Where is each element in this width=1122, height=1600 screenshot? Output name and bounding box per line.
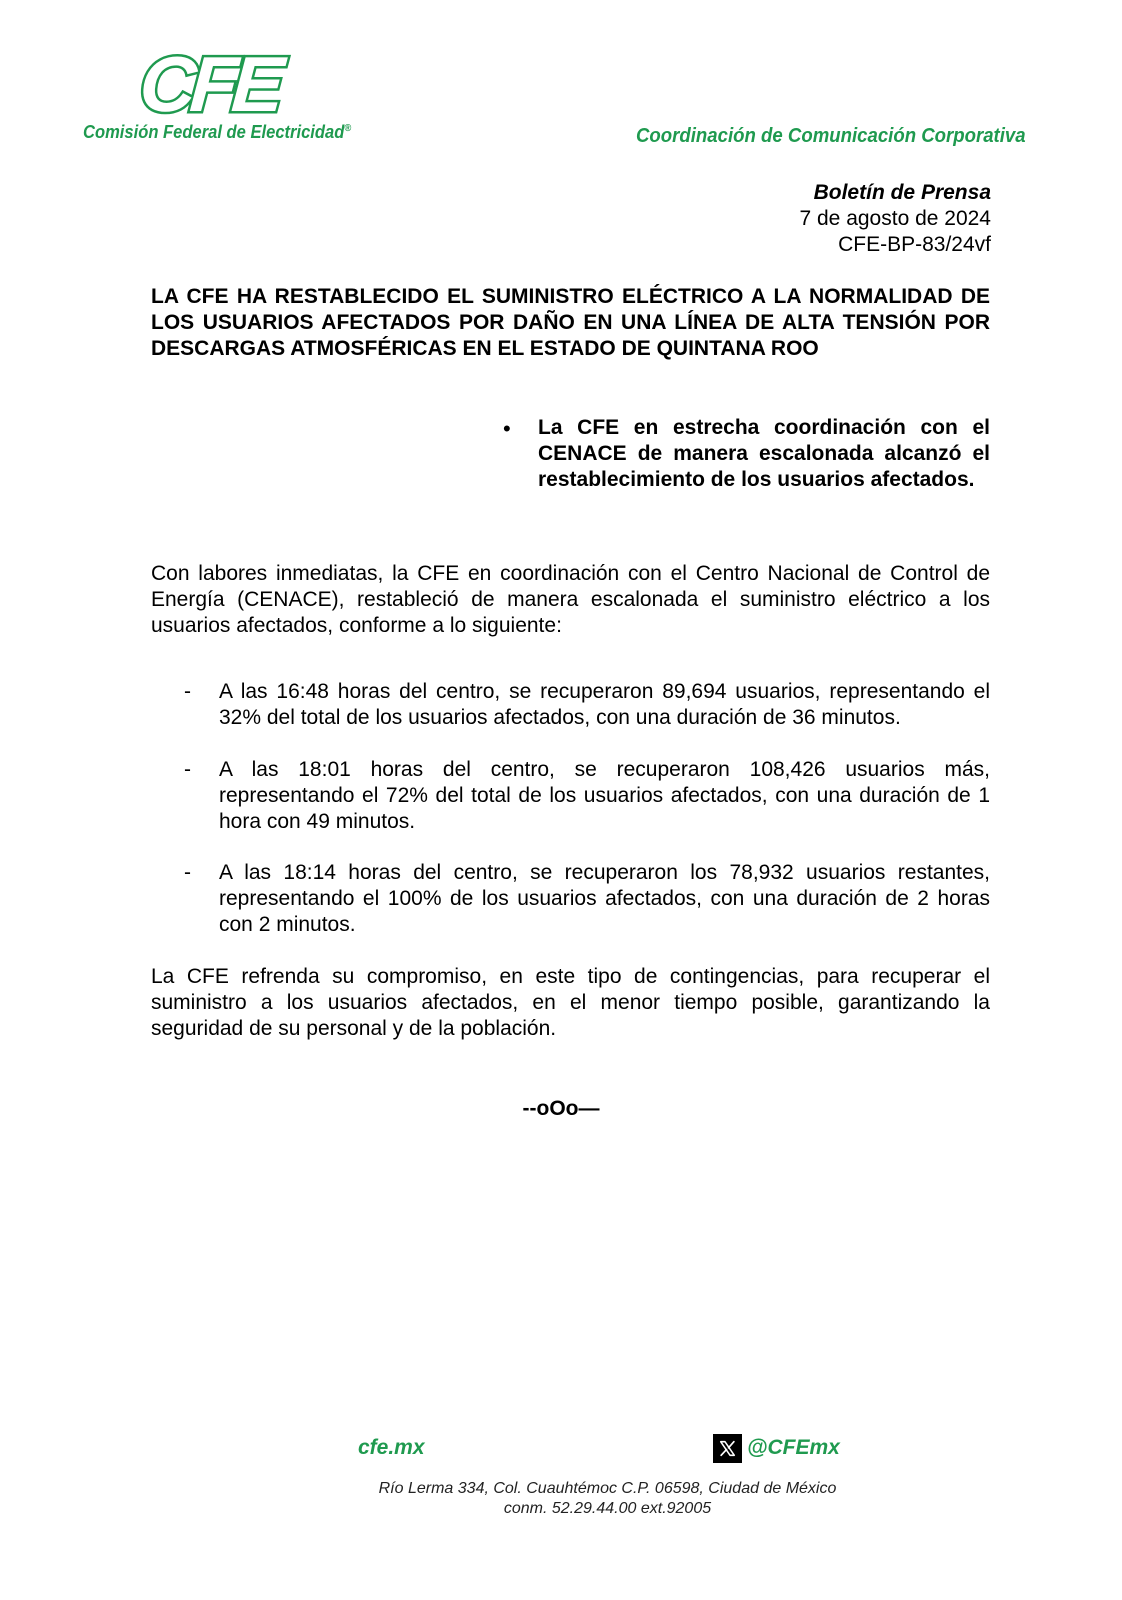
- intro-paragraph: Con labores inmediatas, la CFE en coordinación con el Centro Nacional de Control de Energía (CENACE), restableció de manera escalonada el suministro eléctrico a los usuarios afectados, conforme a lo siguiente:: [151, 562, 990, 637]
- website-link[interactable]: cfe.mx: [358, 1436, 425, 1459]
- x-logo-glyph: [719, 1440, 736, 1457]
- footer-address: [0, 1479, 1122, 1519]
- headline: LA CFE HA RESTABLECIDO EL SUMINISTRO ELÉCTRICO A LA NORMALIDAD DE LOS USUARIOS AFECTADOS POR DAÑO EN UNA LÍNEA DE ALTA TENSIÓN POR DESCARGAS ATMOSFÉRICAS EN EL ESTADO DE QUINTANA ROO: [151, 285, 990, 360]
- x-logo-icon: [713, 1434, 742, 1463]
- department-name: Coordinación de Comunicación Corporativa: [636, 125, 1026, 147]
- registered-mark: ®: [344, 123, 352, 134]
- list-marker: -: [184, 680, 191, 703]
- end-mark: --oOo—: [522, 1097, 600, 1120]
- logo-subtitle: [83, 122, 351, 143]
- bulletin-type: Boletín de Prensa: [813, 181, 991, 204]
- bulletin-code: CFE-BP-83/24vf: [838, 233, 991, 256]
- highlight-bullet: •: [503, 416, 511, 441]
- highlight-text: La CFE en estrecha coordinación con el CENACE de manera escalonada alcanzó el restablecimiento de los usuarios afectados.: [538, 416, 990, 491]
- list-item: A las 18:01 horas del centro, se recuperaron 108,426 usuarios más, representando el 72% del total de los usuarios afectados, con una duración de 1 hora con 49 minutos.: [219, 758, 990, 833]
- list-marker: -: [184, 758, 191, 781]
- list-item: A las 18:14 horas del centro, se recuperaron los 78,932 usuarios restantes, representando el 100% de los usuarios afectados, con una duración de 2 horas con 2 minutos.: [219, 861, 990, 936]
- closing-paragraph: La CFE refrenda su compromiso, en este tipo de contingencias, para recuperar el suministro a los usuarios afectados, en el menor tiempo posible, garantizando la seguridad de su personal y de la población.: [151, 965, 990, 1040]
- list-item: A las 16:48 horas del centro, se recuperaron 89,694 usuarios, representando el 32% del total de los usuarios afectados, con una duración de 36 minutos.: [219, 680, 990, 729]
- bulletin-date: 7 de agosto de 2024: [799, 207, 991, 230]
- list-marker: -: [184, 861, 191, 884]
- cfe-logo: CFE: [136, 40, 282, 128]
- address-line: Río Lerma 334, Col. Cuauhtémoc C.P. 06598, Ciudad de México: [378, 1480, 837, 1497]
- social-handle-link[interactable]: @CFEmx: [747, 1436, 840, 1459]
- phone-line: conm. 52.29.44.00 ext.92005: [503, 1500, 712, 1517]
- logo-subtitle-text: Comisión Federal de Electricidad: [83, 122, 345, 142]
- bulletin-meta: [799, 180, 991, 258]
